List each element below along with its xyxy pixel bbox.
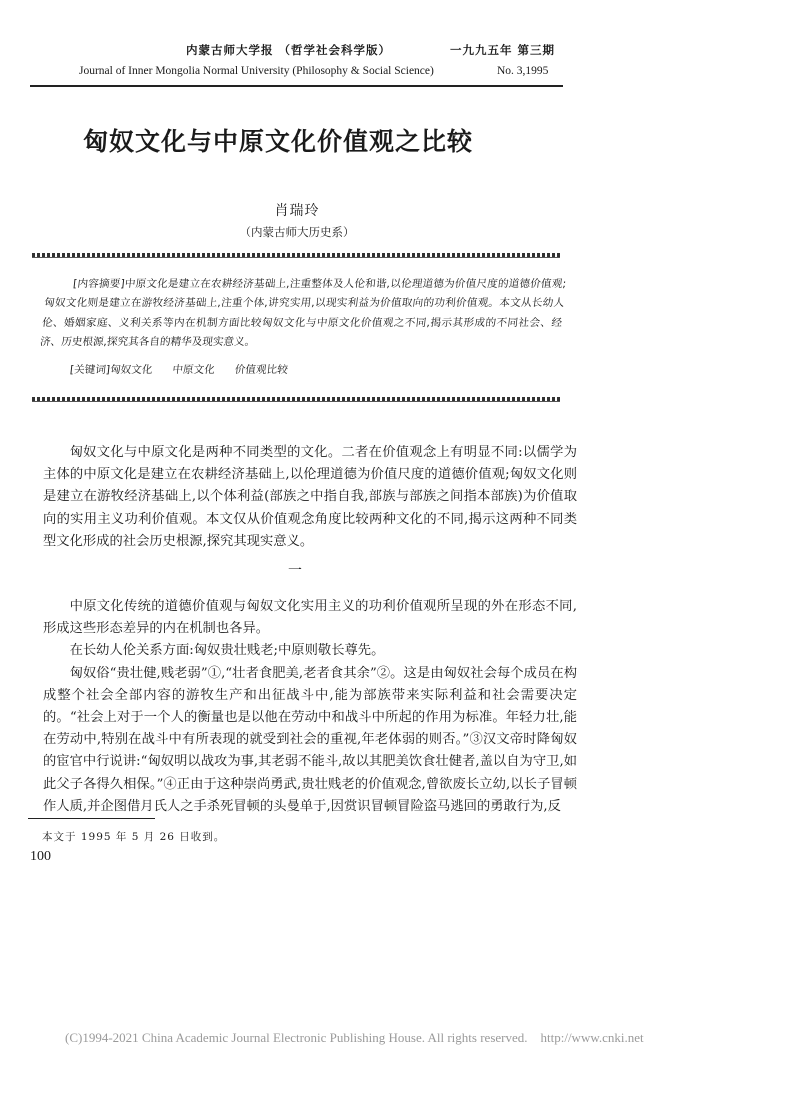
keyword: 匈奴文化 [109, 364, 154, 376]
copyright-notice: (C)1994-2021 China Academic Journal Electronic Publishing House. All rights reserved. http://www.cnki.net [65, 1030, 644, 1045]
footnote: 本文于 1995 年 5 月 26 日收到。 [42, 831, 226, 843]
keyword: 价值观比较 [234, 364, 289, 376]
intro-section [43, 442, 577, 553]
section-body [43, 596, 577, 818]
abstract-text: [内容摘要]中原文化是建立在农耕经济基础上,注重整体及人伦和谐,以伦理道德为价值尺度的道德价值观;匈奴文化则是建立在游牧经济基础上,注重个体,讲究实用,以现实利益为价值取向的功利价值观。本文从长幼人伦、婚姻家庭、义利关系等内在机制方面比较匈奴文化与中原文化价值观之不同,揭示其形成的不同社会、经济、历史根源,探究其各自的精华及现实意义。 [39, 278, 567, 348]
issue-en: No. 3,1995 [497, 65, 549, 77]
author: 肖瑞玲 [274, 203, 320, 219]
journal-name-cn: 内蒙古师大学报 （哲学社会科学版） [186, 43, 392, 57]
page-number: 100 [30, 849, 51, 864]
keywords-label: [关键词] [69, 364, 111, 376]
body-paragraph: 匈奴俗“贵壮健,贱老弱”①,“壮者食肥美,老者食其余”②。这是由匈奴社会每个成员在构成整个社会全部内容的游牧生产和出征战斗中,能为部族带来实际利益和社会需要决定的。“社会上对于一个人的衡量也是以他在劳动中和战斗中所起的作用为标准。年轻力壮,能在劳动中,特别在战斗中有所表现的就受到社会的重视,年老体弱的则否。”③汉文帝时降匈奴的宦官中行说讲:“匈奴明以战攻为事,其老弱不能斗,故以其肥美饮食壮健者,盖以自为守卫,如此父子各得久相保。”④正由于这种崇尚勇武,贵壮贱老的价值观念,曾欲废长立幼,以长子冒顿作人质,并企图借月氏人之手杀死冒顿的头曼单于,因赏识冒顿冒险盗马逃回的勇敢行为,反 [43, 665, 577, 814]
body-paragraph: 中原文化传统的道德价值观与匈奴文化实用主义的功利价值观所呈现的外在形态不同,形成这些形态差异的内在机制也各异。 [43, 599, 577, 637]
issue-cn: 一九九五年 第三期 [450, 43, 556, 57]
section-number: 一 [288, 563, 302, 579]
abstract-bottom-border [32, 397, 560, 402]
affiliation: （内蒙古师大历史系） [239, 225, 355, 239]
abstract-top-border [32, 253, 560, 258]
intro-paragraph: 匈奴文化与中原文化是两种不同类型的文化。二者在价值观念上有明显不同:以儒学为主体的中原文化是建立在农耕经济基础上,以伦理道德为价值尺度的道德价值观;匈奴文化则是建立在游牧经济基础上,以个体利益(部族之中指自我,部族与部族之间指本部族)为价值取向的实用主义功利价值观。本文仅从价值观念角度比较两种文化的不同,揭示这两种不同类型文化形成的社会历史根源,探究其现实意义。 [43, 445, 577, 549]
abstract [39, 275, 567, 352]
body-paragraph: 在长幼人伦关系方面:匈奴贵壮贱老;中原则敬长尊先。 [69, 643, 385, 659]
header-rule [30, 85, 563, 87]
footnote-rule [28, 818, 155, 819]
keywords [69, 362, 308, 377]
article-title: 匈奴文化与中原文化价值观之比较 [83, 127, 474, 156]
keyword: 中原文化 [171, 364, 216, 376]
journal-name-en: Journal of Inner Mongolia Normal University (Philosophy & Social Science) [79, 65, 434, 77]
